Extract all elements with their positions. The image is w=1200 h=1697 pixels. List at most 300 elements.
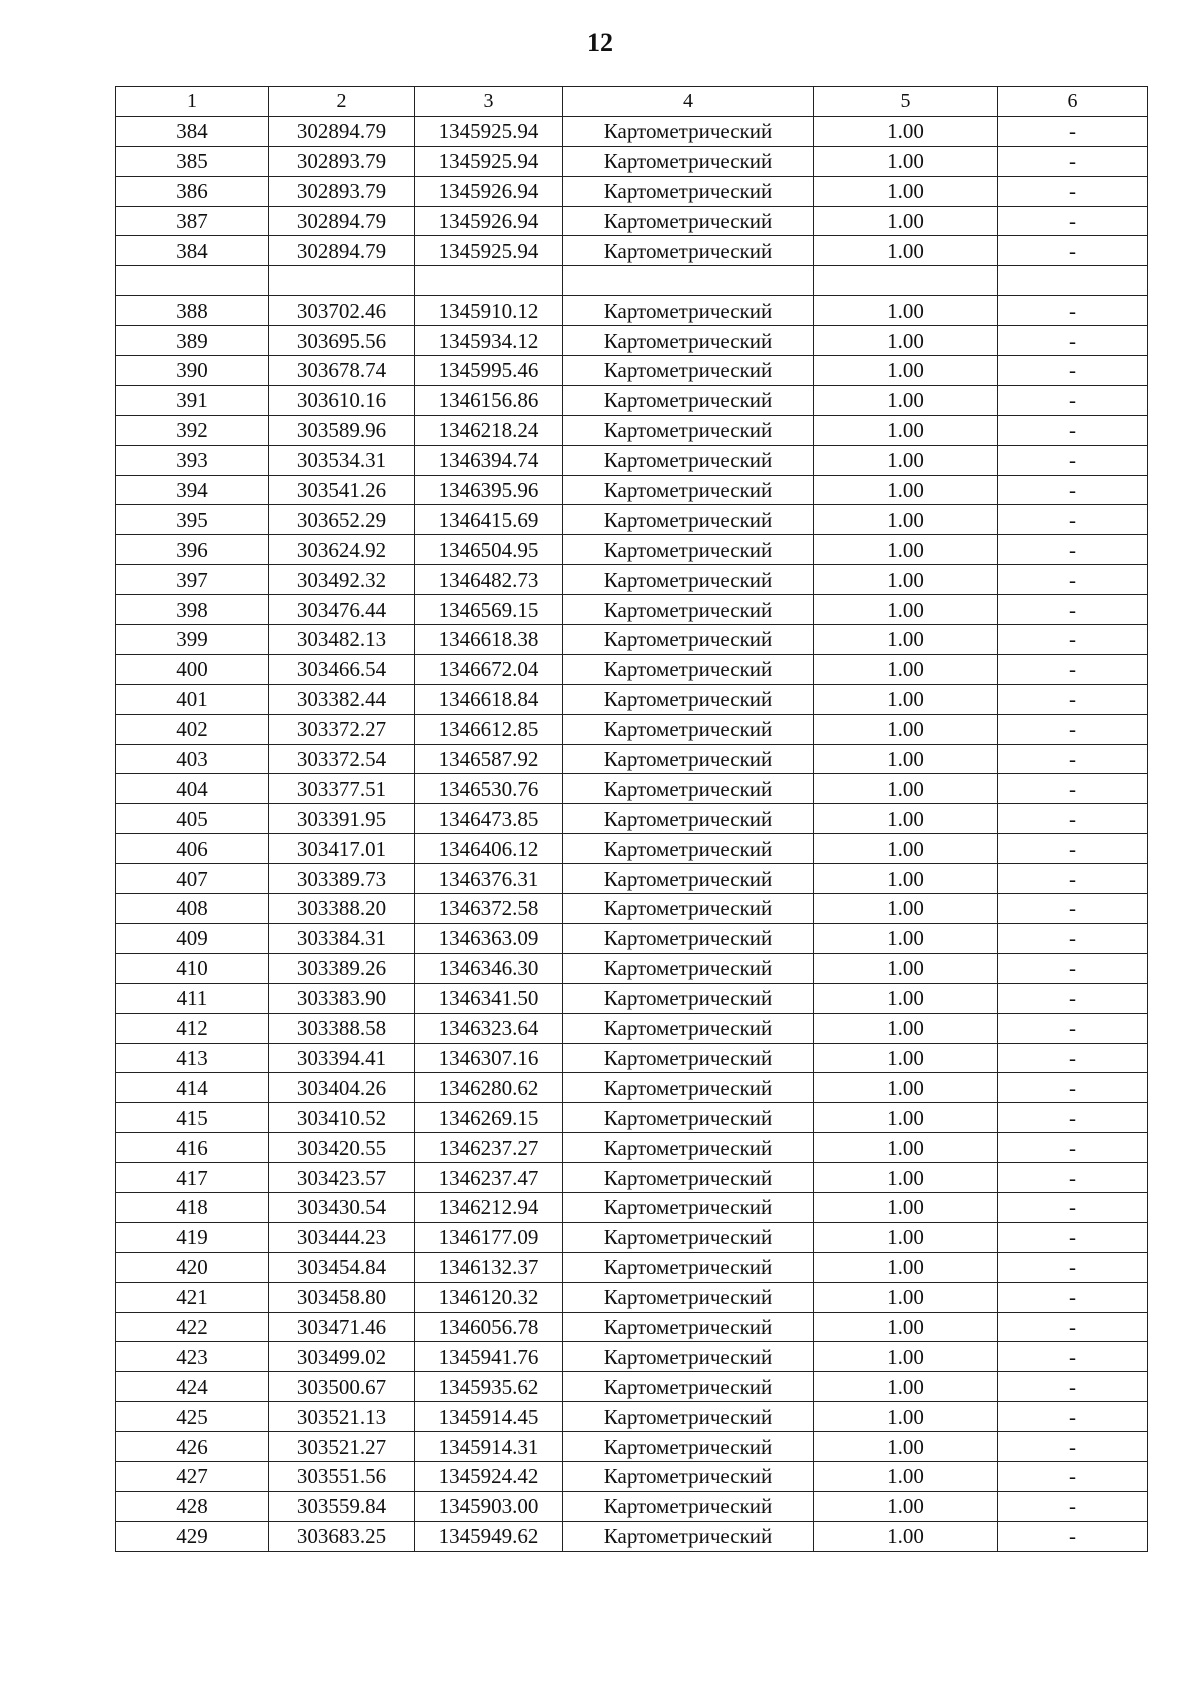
y-coordinate-cell: 1346618.38 [415, 625, 563, 655]
y-coordinate-cell: 1345941.76 [415, 1342, 563, 1372]
description-cell: - [998, 116, 1148, 146]
x-coordinate-cell: 303695.56 [269, 326, 415, 356]
x-coordinate-cell: 303430.54 [269, 1192, 415, 1222]
method-cell: Картометрический [563, 1073, 814, 1103]
point-number-cell: 385 [116, 146, 269, 176]
description-cell: - [998, 774, 1148, 804]
point-number-cell: 408 [116, 894, 269, 924]
method-cell: Картометрический [563, 983, 814, 1013]
table-row [116, 804, 1148, 834]
method-cell: Картометрический [563, 744, 814, 774]
y-coordinate-cell: 1346530.76 [415, 774, 563, 804]
y-coordinate-cell: 1346504.95 [415, 535, 563, 565]
description-cell: - [998, 356, 1148, 386]
y-coordinate-cell: 1346363.09 [415, 923, 563, 953]
column-header: 6 [998, 87, 1148, 117]
y-coordinate-cell: 1346237.47 [415, 1163, 563, 1193]
method-cell: Картометрический [563, 625, 814, 655]
y-coordinate-cell: 1346218.24 [415, 415, 563, 445]
y-coordinate-cell: 1345914.31 [415, 1432, 563, 1462]
method-cell: Картометрический [563, 1461, 814, 1491]
column-header: 5 [814, 87, 998, 117]
y-coordinate-cell: 1346120.32 [415, 1282, 563, 1312]
table-row [116, 236, 1148, 266]
accuracy-cell: 1.00 [814, 1222, 998, 1252]
accuracy-cell: 1.00 [814, 535, 998, 565]
description-cell: - [998, 146, 1148, 176]
point-number-cell: 421 [116, 1282, 269, 1312]
y-coordinate-cell: 1346177.09 [415, 1222, 563, 1252]
method-cell: Картометрический [563, 505, 814, 535]
description-cell: - [998, 1402, 1148, 1432]
point-number-cell: 417 [116, 1163, 269, 1193]
description-cell: - [998, 1252, 1148, 1282]
point-number-cell: 384 [116, 236, 269, 266]
description-cell: - [998, 923, 1148, 953]
description-cell: - [998, 894, 1148, 924]
x-coordinate-cell: 303454.84 [269, 1252, 415, 1282]
accuracy-cell: 1.00 [814, 1312, 998, 1342]
table-row [116, 834, 1148, 864]
x-coordinate-cell: 303372.27 [269, 714, 415, 744]
point-number-cell: 400 [116, 654, 269, 684]
method-cell: Картометрический [563, 714, 814, 744]
point-number-cell: 397 [116, 565, 269, 595]
point-number-cell: 386 [116, 176, 269, 206]
y-coordinate-cell: 1346156.86 [415, 385, 563, 415]
table-row [116, 206, 1148, 236]
page-number: 12 [587, 28, 613, 57]
x-coordinate-cell: 303423.57 [269, 1163, 415, 1193]
method-cell: Картометрический [563, 1043, 814, 1073]
table-row [116, 1342, 1148, 1372]
table-row [116, 1103, 1148, 1133]
table-row [116, 1043, 1148, 1073]
point-number-cell: 406 [116, 834, 269, 864]
x-coordinate-cell: 303551.56 [269, 1461, 415, 1491]
y-coordinate-cell: 1345910.12 [415, 296, 563, 326]
table-row [116, 983, 1148, 1013]
method-cell: Картометрический [563, 1013, 814, 1043]
y-coordinate-cell: 1346618.84 [415, 684, 563, 714]
accuracy-cell: 1.00 [814, 176, 998, 206]
description-cell: - [998, 983, 1148, 1013]
table-row [116, 1222, 1148, 1252]
accuracy-cell: 1.00 [814, 206, 998, 236]
description-cell: - [998, 744, 1148, 774]
x-coordinate-cell: 303499.02 [269, 1342, 415, 1372]
method-cell: Картометрический [563, 1282, 814, 1312]
x-coordinate-cell: 303482.13 [269, 625, 415, 655]
x-coordinate-cell: 303559.84 [269, 1491, 415, 1521]
method-cell: Картометрический [563, 236, 814, 266]
y-coordinate-cell: 1346212.94 [415, 1192, 563, 1222]
table-row [116, 744, 1148, 774]
accuracy-cell: 1.00 [814, 625, 998, 655]
description-cell: - [998, 475, 1148, 505]
point-number-cell: 411 [116, 983, 269, 1013]
y-coordinate-cell: 1346307.16 [415, 1043, 563, 1073]
description-cell: - [998, 1133, 1148, 1163]
table-row [116, 1013, 1148, 1043]
table-row [116, 923, 1148, 953]
y-coordinate-cell: 1346237.27 [415, 1133, 563, 1163]
y-coordinate-cell: 1346473.85 [415, 804, 563, 834]
accuracy-cell: 1.00 [814, 445, 998, 475]
x-coordinate-cell: 303476.44 [269, 595, 415, 625]
method-cell: Картометрический [563, 595, 814, 625]
x-coordinate-cell: 303541.26 [269, 475, 415, 505]
x-coordinate-cell: 303377.51 [269, 774, 415, 804]
point-number-cell: 403 [116, 744, 269, 774]
method-cell: Картометрический [563, 1432, 814, 1462]
table-row [116, 296, 1148, 326]
y-coordinate-cell: 1346415.69 [415, 505, 563, 535]
column-header: 3 [415, 87, 563, 117]
point-number-cell: 393 [116, 445, 269, 475]
x-coordinate-cell: 303678.74 [269, 356, 415, 386]
accuracy-cell: 1.00 [814, 356, 998, 386]
x-coordinate-cell: 303389.26 [269, 953, 415, 983]
method-cell: Картометрический [563, 475, 814, 505]
table-row [116, 1402, 1148, 1432]
table-row [116, 146, 1148, 176]
table-row [116, 1521, 1148, 1551]
accuracy-cell: 1.00 [814, 1491, 998, 1521]
method-cell: Картометрический [563, 1342, 814, 1372]
description-cell: - [998, 834, 1148, 864]
accuracy-cell: 1.00 [814, 1163, 998, 1193]
accuracy-cell: 1.00 [814, 595, 998, 625]
x-coordinate-cell: 303471.46 [269, 1312, 415, 1342]
x-coordinate-cell: 303702.46 [269, 296, 415, 326]
table-row [116, 1192, 1148, 1222]
point-number-cell: 426 [116, 1432, 269, 1462]
x-coordinate-cell: 302893.79 [269, 176, 415, 206]
description-cell: - [998, 1372, 1148, 1402]
description-cell: - [998, 1461, 1148, 1491]
x-coordinate-cell: 302894.79 [269, 116, 415, 146]
accuracy-cell: 1.00 [814, 804, 998, 834]
point-number-cell: 407 [116, 864, 269, 894]
y-coordinate-cell: 1345935.62 [415, 1372, 563, 1402]
point-number-cell: 389 [116, 326, 269, 356]
description-cell: - [998, 505, 1148, 535]
x-coordinate-cell: 303492.32 [269, 565, 415, 595]
method-cell: Картометрический [563, 1312, 814, 1342]
method-cell: Картометрический [563, 326, 814, 356]
description-cell: - [998, 535, 1148, 565]
method-cell: Картометрический [563, 894, 814, 924]
x-coordinate-cell: 303372.54 [269, 744, 415, 774]
point-number-cell: 428 [116, 1491, 269, 1521]
y-coordinate-cell: 1346341.50 [415, 983, 563, 1013]
point-number-cell: 412 [116, 1013, 269, 1043]
table-row [116, 1133, 1148, 1163]
point-number-cell: 402 [116, 714, 269, 744]
point-number-cell: 419 [116, 1222, 269, 1252]
accuracy-cell: 1.00 [814, 1013, 998, 1043]
x-coordinate-cell: 303534.31 [269, 445, 415, 475]
table-row [116, 565, 1148, 595]
description-cell: - [998, 1073, 1148, 1103]
point-number-cell: 427 [116, 1461, 269, 1491]
x-coordinate-cell: 303388.20 [269, 894, 415, 924]
point-number-cell: 391 [116, 385, 269, 415]
method-cell [563, 266, 814, 296]
point-number-cell: 409 [116, 923, 269, 953]
table-row [116, 116, 1148, 146]
y-coordinate-cell: 1346376.31 [415, 864, 563, 894]
x-coordinate-cell: 303410.52 [269, 1103, 415, 1133]
accuracy-cell: 1.00 [814, 1461, 998, 1491]
description-cell: - [998, 1192, 1148, 1222]
accuracy-cell: 1.00 [814, 385, 998, 415]
table-row [116, 1282, 1148, 1312]
description-cell: - [998, 415, 1148, 445]
x-coordinate-cell: 303389.73 [269, 864, 415, 894]
table-row [116, 1372, 1148, 1402]
point-number-cell: 388 [116, 296, 269, 326]
description-cell: - [998, 236, 1148, 266]
method-cell: Картометрический [563, 1222, 814, 1252]
x-coordinate-cell: 303466.54 [269, 654, 415, 684]
method-cell: Картометрический [563, 356, 814, 386]
table-row [116, 1312, 1148, 1342]
accuracy-cell: 1.00 [814, 415, 998, 445]
accuracy-cell: 1.00 [814, 1252, 998, 1282]
method-cell: Картометрический [563, 296, 814, 326]
accuracy-cell: 1.00 [814, 146, 998, 176]
x-coordinate-cell: 303394.41 [269, 1043, 415, 1073]
table-row [116, 326, 1148, 356]
x-coordinate-cell: 303383.90 [269, 983, 415, 1013]
description-cell: - [998, 1222, 1148, 1252]
accuracy-cell: 1.00 [814, 864, 998, 894]
y-coordinate-cell: 1345924.42 [415, 1461, 563, 1491]
y-coordinate-cell: 1345926.94 [415, 176, 563, 206]
table-row [116, 953, 1148, 983]
description-cell: - [998, 1521, 1148, 1551]
accuracy-cell: 1.00 [814, 565, 998, 595]
y-coordinate-cell: 1346569.15 [415, 595, 563, 625]
y-coordinate-cell: 1346323.64 [415, 1013, 563, 1043]
description-cell: - [998, 625, 1148, 655]
x-coordinate-cell: 303683.25 [269, 1521, 415, 1551]
description-cell: - [998, 714, 1148, 744]
table-row [116, 894, 1148, 924]
description-cell: - [998, 804, 1148, 834]
description-cell: - [998, 1163, 1148, 1193]
method-cell: Картометрический [563, 774, 814, 804]
description-cell: - [998, 1282, 1148, 1312]
table-row [116, 1461, 1148, 1491]
accuracy-cell: 1.00 [814, 116, 998, 146]
x-coordinate-cell [269, 266, 415, 296]
point-number-cell: 405 [116, 804, 269, 834]
table-row [116, 445, 1148, 475]
table-row [116, 266, 1148, 296]
method-cell: Картометрический [563, 415, 814, 445]
description-cell: - [998, 953, 1148, 983]
x-coordinate-cell: 303652.29 [269, 505, 415, 535]
description-cell: - [998, 684, 1148, 714]
x-coordinate-cell: 303521.13 [269, 1402, 415, 1432]
x-coordinate-cell: 303521.27 [269, 1432, 415, 1462]
description-cell: - [998, 1491, 1148, 1521]
point-number-cell: 423 [116, 1342, 269, 1372]
coordinates-table [115, 86, 1148, 1552]
method-cell: Картометрический [563, 864, 814, 894]
accuracy-cell: 1.00 [814, 1402, 998, 1432]
accuracy-cell: 1.00 [814, 236, 998, 266]
x-coordinate-cell: 302893.79 [269, 146, 415, 176]
method-cell: Картометрический [563, 1252, 814, 1282]
method-cell: Картометрический [563, 953, 814, 983]
y-coordinate-cell: 1346672.04 [415, 654, 563, 684]
point-number-cell: 387 [116, 206, 269, 236]
table-row [116, 535, 1148, 565]
y-coordinate-cell: 1346482.73 [415, 565, 563, 595]
table-row [116, 176, 1148, 206]
point-number-cell: 422 [116, 1312, 269, 1342]
table-row [116, 1073, 1148, 1103]
y-coordinate-cell: 1346395.96 [415, 475, 563, 505]
x-coordinate-cell: 303420.55 [269, 1133, 415, 1163]
table-header-row [116, 87, 1148, 117]
y-coordinate-cell: 1345925.94 [415, 236, 563, 266]
accuracy-cell: 1.00 [814, 744, 998, 774]
x-coordinate-cell: 303458.80 [269, 1282, 415, 1312]
point-number-cell: 404 [116, 774, 269, 804]
point-number-cell: 413 [116, 1043, 269, 1073]
table-row [116, 505, 1148, 535]
description-cell: - [998, 864, 1148, 894]
x-coordinate-cell: 303417.01 [269, 834, 415, 864]
column-header: 2 [269, 87, 415, 117]
y-coordinate-cell: 1346612.85 [415, 714, 563, 744]
point-number-cell: 401 [116, 684, 269, 714]
accuracy-cell: 1.00 [814, 834, 998, 864]
description-cell: - [998, 1342, 1148, 1372]
y-coordinate-cell [415, 266, 563, 296]
point-number-cell: 429 [116, 1521, 269, 1551]
table-row [116, 1432, 1148, 1462]
table-row [116, 714, 1148, 744]
description-cell: - [998, 445, 1148, 475]
point-number-cell: 392 [116, 415, 269, 445]
point-number-cell: 415 [116, 1103, 269, 1133]
table-row [116, 1252, 1148, 1282]
accuracy-cell: 1.00 [814, 1342, 998, 1372]
description-cell [998, 266, 1148, 296]
accuracy-cell: 1.00 [814, 894, 998, 924]
description-cell: - [998, 595, 1148, 625]
description-cell: - [998, 385, 1148, 415]
point-number-cell: 420 [116, 1252, 269, 1282]
y-coordinate-cell: 1346132.37 [415, 1252, 563, 1282]
method-cell: Картометрический [563, 116, 814, 146]
table-row [116, 654, 1148, 684]
y-coordinate-cell: 1346280.62 [415, 1073, 563, 1103]
table-row [116, 774, 1148, 804]
description-cell: - [998, 1103, 1148, 1133]
description-cell: - [998, 654, 1148, 684]
method-cell: Картометрический [563, 385, 814, 415]
method-cell: Картометрический [563, 565, 814, 595]
table-row [116, 356, 1148, 386]
description-cell: - [998, 296, 1148, 326]
x-coordinate-cell: 303589.96 [269, 415, 415, 445]
description-cell: - [998, 176, 1148, 206]
method-cell: Картометрический [563, 1192, 814, 1222]
y-coordinate-cell: 1345949.62 [415, 1521, 563, 1551]
table-body [116, 116, 1148, 1551]
point-number-cell: 390 [116, 356, 269, 386]
table-row [116, 475, 1148, 505]
point-number-cell: 394 [116, 475, 269, 505]
accuracy-cell: 1.00 [814, 1521, 998, 1551]
point-number-cell: 424 [116, 1372, 269, 1402]
method-cell: Картометрический [563, 1402, 814, 1432]
description-cell: - [998, 326, 1148, 356]
table-row [116, 864, 1148, 894]
accuracy-cell: 1.00 [814, 1103, 998, 1133]
accuracy-cell: 1.00 [814, 953, 998, 983]
accuracy-cell: 1.00 [814, 1282, 998, 1312]
x-coordinate-cell: 303391.95 [269, 804, 415, 834]
table-row [116, 385, 1148, 415]
accuracy-cell: 1.00 [814, 1133, 998, 1163]
table-row [116, 625, 1148, 655]
column-header: 4 [563, 87, 814, 117]
point-number-cell: 425 [116, 1402, 269, 1432]
point-number-cell: 398 [116, 595, 269, 625]
description-cell: - [998, 1312, 1148, 1342]
accuracy-cell: 1.00 [814, 505, 998, 535]
method-cell: Картометрический [563, 684, 814, 714]
table-row [116, 684, 1148, 714]
method-cell: Картометрический [563, 206, 814, 236]
point-number-cell: 384 [116, 116, 269, 146]
y-coordinate-cell: 1346056.78 [415, 1312, 563, 1342]
method-cell: Картометрический [563, 1491, 814, 1521]
accuracy-cell: 1.00 [814, 1432, 998, 1462]
method-cell: Картометрический [563, 834, 814, 864]
accuracy-cell: 1.00 [814, 1043, 998, 1073]
y-coordinate-cell: 1345925.94 [415, 116, 563, 146]
point-number-cell: 410 [116, 953, 269, 983]
accuracy-cell [814, 266, 998, 296]
x-coordinate-cell: 303388.58 [269, 1013, 415, 1043]
point-number-cell: 395 [116, 505, 269, 535]
method-cell: Картометрический [563, 1521, 814, 1551]
method-cell: Картометрический [563, 923, 814, 953]
method-cell: Картометрический [563, 1372, 814, 1402]
y-coordinate-cell: 1346269.15 [415, 1103, 563, 1133]
accuracy-cell: 1.00 [814, 684, 998, 714]
y-coordinate-cell: 1345914.45 [415, 1402, 563, 1432]
accuracy-cell: 1.00 [814, 475, 998, 505]
point-number-cell: 418 [116, 1192, 269, 1222]
y-coordinate-cell: 1345925.94 [415, 146, 563, 176]
description-cell: - [998, 565, 1148, 595]
method-cell: Картометрический [563, 146, 814, 176]
x-coordinate-cell: 303404.26 [269, 1073, 415, 1103]
method-cell: Картометрический [563, 1103, 814, 1133]
x-coordinate-cell: 302894.79 [269, 236, 415, 266]
method-cell: Картометрический [563, 1163, 814, 1193]
